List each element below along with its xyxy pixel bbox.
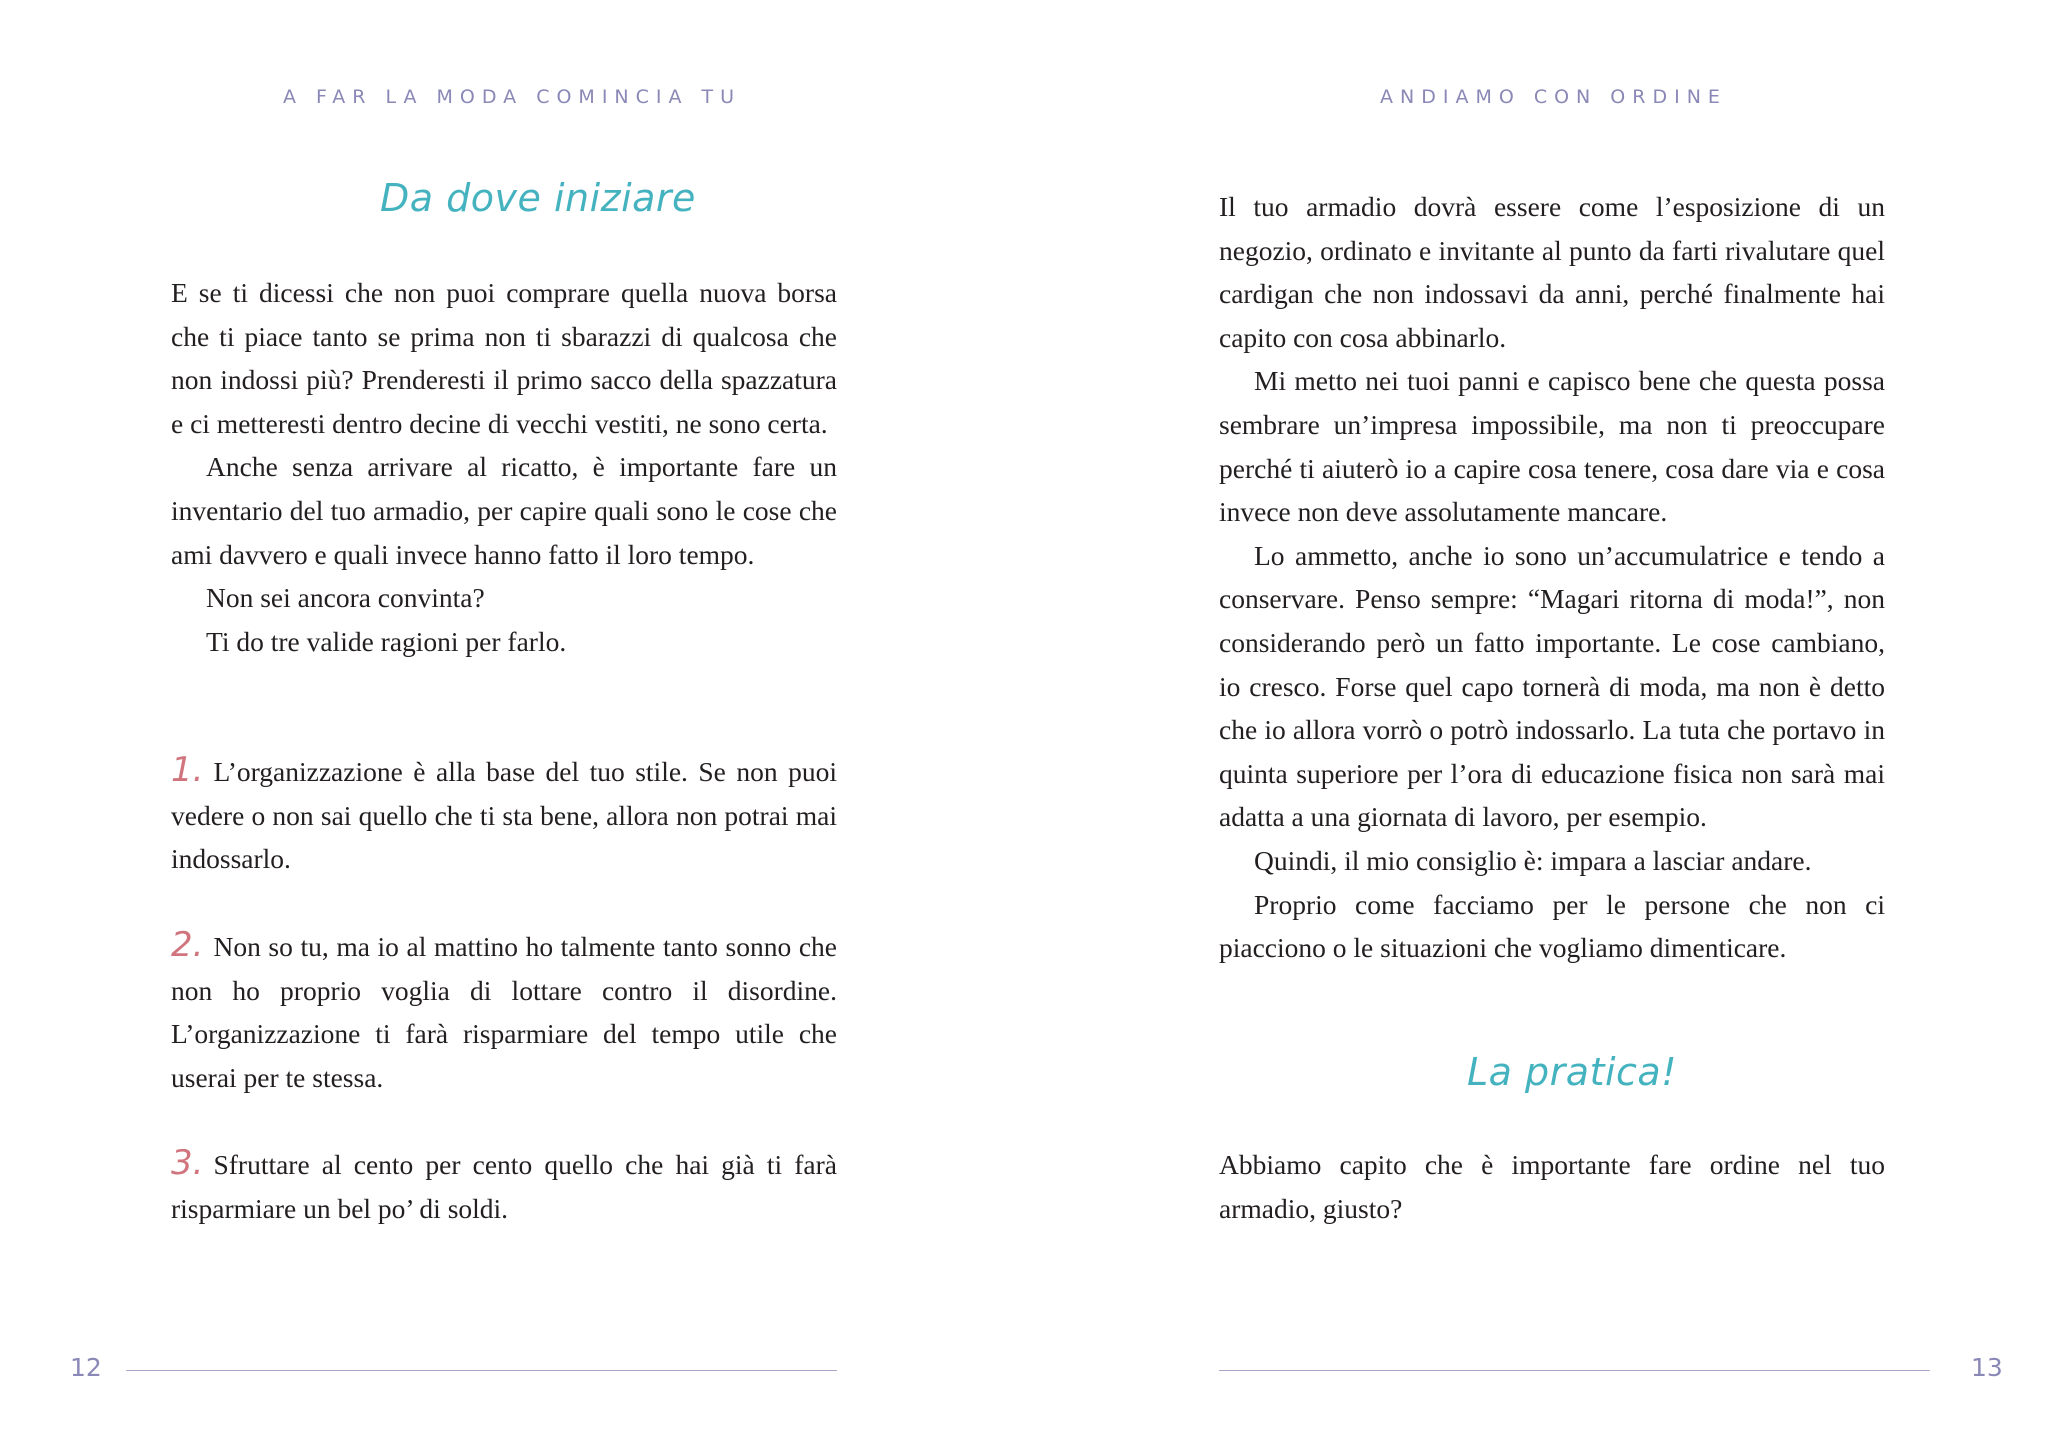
- list-text: Sfruttare al cento per cento quello che hai già ti farà risparmiare un bel po’ di soldi.: [171, 1149, 837, 1224]
- paragraph: Ti do tre valide ragioni per farlo.: [206, 625, 567, 657]
- paragraph: Lo ammetto, anche io sono un’accumulatrice e tendo a conservare. Penso sempre: “Magari ritorna di moda!”, non considerando però un fatto importante. Le cose cambiano, io cresco. Forse quel capo tornerà di moda, ma non è detto che io allora vorrò o potrò indossarlo. La tuta che portavo in quinta superiore per l’ora di educazione fisica non sarà mai adatta a una giornata di lavoro, per esempio.: [1219, 539, 1885, 833]
- chapter-title: Da dove iniziare: [380, 176, 696, 220]
- list-text: L’organizzazione è alla base del tuo stile. Se non puoi vedere o non sai quello che ti sta bene, allora non potrai mai indossarlo.: [171, 756, 837, 875]
- right-page: [1024, 0, 2048, 1434]
- paragraph: Abbiamo capito che è importante fare ordine nel tuo armadio, giusto?: [1219, 1149, 1885, 1224]
- paragraph: Anche senza arrivare al ricatto, è importante fare un inventario del tuo armadio, per capire quali sono le cose che ami davvero e quali invece hanno fatto il loro tempo.: [171, 451, 837, 570]
- right-body-text: [1219, 185, 1885, 970]
- paragraph: Mi metto nei tuoi panni e capisco bene che questa possa sembrare un’impresa impossibile, ma non ti preoccupare perché ti aiuterò io a capire cosa tenere, cosa dare via e cosa invece non deve assolutamente mancare.: [1219, 365, 1885, 528]
- list-item-2: [171, 925, 837, 1099]
- paragraph: E se ti dicessi che non puoi comprare quella nuova borsa che ti piace tanto se prima non ti sbarazzi di qualcosa che non indossi più? Prenderesti il primo sacco della spazzatura e ci metteresti dentro decine di vecchi vestiti, ne sono certa.: [171, 277, 837, 439]
- page-number-left: 12: [70, 1353, 102, 1382]
- page-number-right: 13: [1971, 1353, 2003, 1382]
- running-head-right: ANDIAMO CON ORDINE: [1380, 86, 1727, 108]
- footer-rule-right: [1219, 1370, 1930, 1371]
- paragraph: Non sei ancora convinta?: [206, 582, 485, 614]
- list-item-3: [171, 1143, 837, 1230]
- list-text: Non so tu, ma io al mattino ho talmente tanto sonno che non ho proprio voglia di lottare contro il disordine. L’organizzazione ti farà risparmiare del tempo utile che userai per te stessa.: [171, 931, 837, 1093]
- right-section-text: [1219, 1143, 1885, 1230]
- section-title: La pratica!: [1467, 1050, 1677, 1094]
- paragraph: Il tuo armadio dovrà essere come l’esposizione di un negozio, ordinato e invitante al punto da farti rivalutare quel cardigan che non indossavi da anni, perché finalmente hai capito con cosa abbinarlo.: [1219, 191, 1885, 353]
- footer-rule-left: [126, 1370, 837, 1371]
- list-number: 2.: [171, 925, 204, 965]
- paragraph: Quindi, il mio consiglio è: impara a lasciar andare.: [1254, 844, 1812, 876]
- paragraph: Proprio come facciamo per le persone che non ci piacciono o le situazioni che vogliamo dimenticare.: [1219, 888, 1885, 964]
- list-number: 1.: [171, 750, 204, 790]
- list-number: 3.: [171, 1143, 204, 1183]
- running-head-left: A FAR LA MODA COMINCIA TU: [283, 86, 742, 108]
- left-body-text: [171, 271, 837, 663]
- list-item-1: [171, 750, 837, 881]
